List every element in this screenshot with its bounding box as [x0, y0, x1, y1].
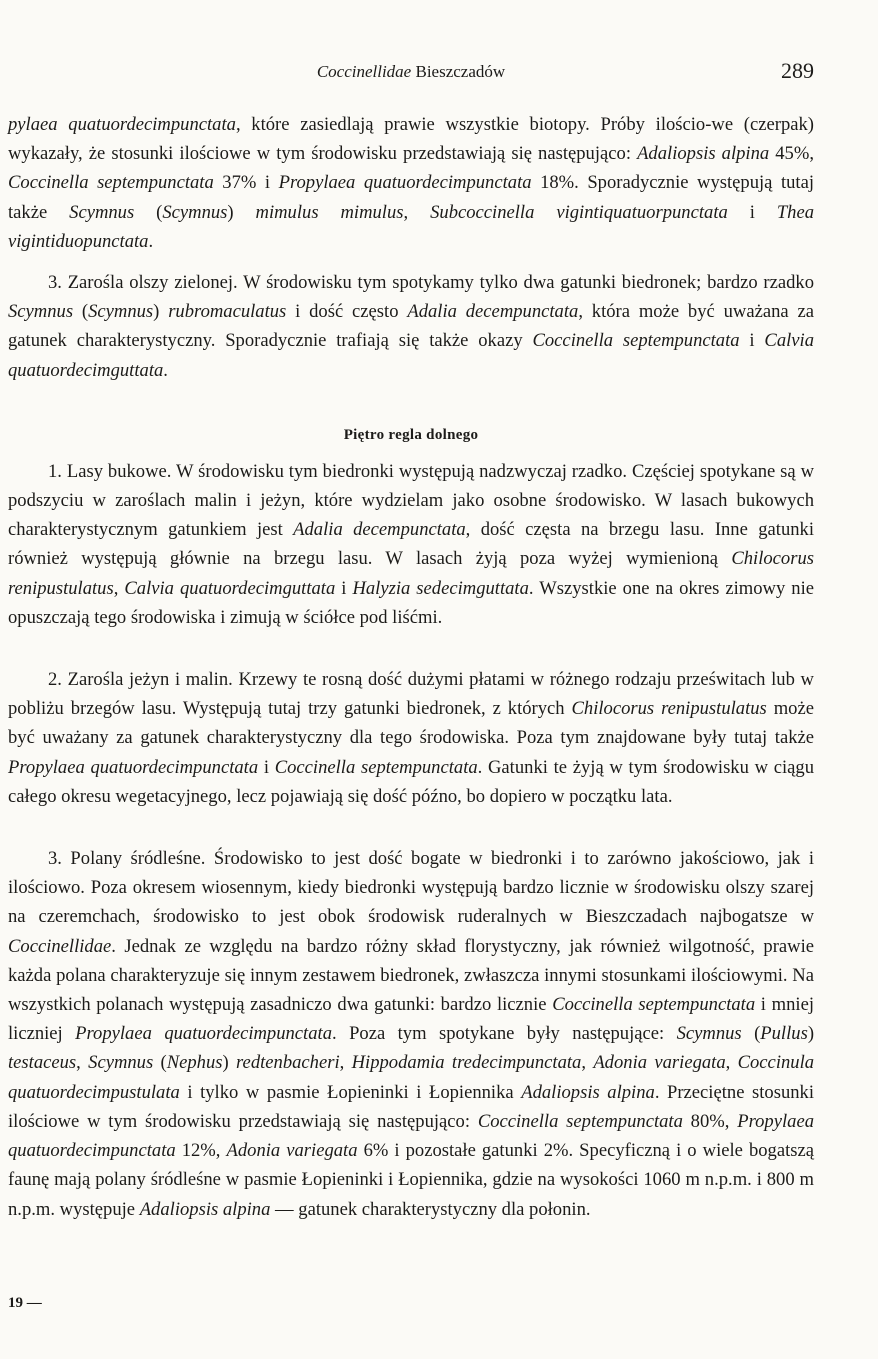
italic-taxon-name: Calvia quatuordecimguttata — [8, 330, 815, 381]
text-run: — gatunek charakterystyczny dla połonin. — [270, 1198, 591, 1220]
italic-taxon-name: Coccinella septempunctata — [477, 1110, 683, 1132]
italic-taxon-name: Scymnus — [88, 1052, 154, 1074]
text-run: 12%, — [175, 1140, 227, 1162]
text-run: i — [739, 330, 765, 352]
text-run: ( — [73, 301, 89, 323]
text-run: i — [258, 756, 275, 778]
italic-taxon-name: Propylaea quatuordecimpunctata — [278, 172, 532, 194]
paragraph-continued — [8, 110, 814, 256]
italic-taxon-name: Scymnus — [676, 1023, 742, 1045]
italic-taxon-name: Propylaea quatuordecimpunctata — [8, 1110, 814, 1162]
text-run: , która może być uważana za gatunek charakterystyczny. Sporadycznie trafiają się także okazy — [8, 301, 814, 352]
running-title-italic: Coccinellidae — [316, 62, 412, 81]
page-number: 289 — [781, 58, 814, 83]
italic-taxon-name: Scymnus — [8, 301, 74, 323]
text-run: , — [581, 1052, 594, 1074]
text-run: i dość często — [286, 301, 408, 323]
italic-taxon-name: Thea vigintiduopunctata — [8, 201, 814, 252]
italic-taxon-name: redtenbacheri — [236, 1052, 340, 1074]
italic-taxon-name: Nephus — [166, 1052, 223, 1074]
text-run: i — [335, 577, 353, 599]
italic-taxon-name: Calvia quatuordecimguttata — [124, 577, 336, 599]
italic-taxon-name: Coccinella septempunctata — [532, 330, 740, 352]
text-run: . Poza tym spotykane były następujące: — [332, 1023, 677, 1045]
italic-taxon-name: Coccinella septempunctata — [274, 756, 478, 778]
text-run: 2. Zarośla jeżyn i malin. Krzewy te rosną dość dużymi płatami w różnego rodzaju prześwitach lub w pobliżu brzegów lasu. Występują tutaj trzy gatunki biedronek, z których — [8, 669, 814, 720]
text-run: . Gatunki te żyją w tym środowisku w ciągu całego okresu wegetacyjnego, lecz pojawiają się dość późno, bo dopiero w początku lata. — [8, 756, 814, 807]
text-run: 37% i — [213, 172, 279, 194]
section-heading: Piętro regla dolnego — [343, 426, 479, 443]
text-run: . Przeciętne stosunki ilościowe w tym środowisku przedstawiają się następująco: — [8, 1081, 814, 1132]
running-title — [8, 62, 814, 82]
text-run: i mniej liczniej — [8, 994, 814, 1045]
text-run: może być uważany za gatunek charakterystyczny dla tego środowiska. Poza tym znajdowane były tutaj także — [8, 698, 814, 749]
italic-taxon-name: Adalia decempunctata — [407, 301, 579, 323]
italic-taxon-name: Propylaea quatuordecimpunctata — [75, 1023, 332, 1045]
italic-taxon-name: pylaea quatuordecimpunctata — [8, 114, 236, 135]
italic-taxon-name: testaceus — [8, 1052, 77, 1074]
italic-taxon-name: Subcoccinella vigintiquatuorpunctata — [430, 201, 728, 223]
text-run: , — [113, 577, 125, 599]
text-run: ) — [222, 1052, 237, 1074]
italic-taxon-name: Coccinella septempunctata — [8, 172, 214, 194]
italic-taxon-name: Adaliopsis alpina — [637, 143, 770, 165]
text-run: , dość częsta na brzegu lasu. Inne gatunki również występują głównie na brzegu lasu. W lasach żyją poza wyżej wymienioną — [8, 519, 815, 570]
text-run: . — [148, 230, 154, 252]
text-run: 80%, — [682, 1110, 738, 1132]
italic-taxon-name: Scymnus — [162, 201, 228, 223]
text-run: i tylko w pasmie Łopieninki i Łopiennika — [179, 1081, 522, 1103]
body-text — [8, 110, 814, 1224]
paragraph-green-alder-thickets — [8, 268, 814, 385]
italic-taxon-name: Coccinellidae — [8, 935, 112, 957]
italic-taxon-name: Chilocorus renipustulatus — [8, 548, 814, 599]
text-run: i — [727, 201, 777, 223]
text-run: ( — [741, 1023, 761, 1045]
italic-taxon-name: Coccinella septempunctata — [552, 994, 756, 1016]
text-run: , — [76, 1052, 89, 1074]
italic-taxon-name: Scymnus — [69, 201, 135, 223]
italic-taxon-name: Chilocorus renipustulatus — [571, 698, 767, 720]
text-run: ( — [153, 1052, 167, 1074]
text-run: 1. Lasy bukowe. W środowisku tym biedronki występują nadzwyczaj rzadko. Częściej spotykane są w podszyciu w zaroślach malin i jeżyn, które wydzielam jako osobne środowisko. W lasach bukowych charakterystycznym gatunkiem jest — [8, 460, 814, 541]
italic-taxon-name: Coccinula quatuordecimpustulata — [8, 1052, 815, 1103]
text-run: ) — [153, 301, 169, 323]
text-run: 3. Zarośla olszy zielonej. W środowisku tym spotykamy tylko dwa gatunki biedronek; bardzo rzadko — [48, 272, 814, 294]
italic-taxon-name: Halyzia sedecimguttata — [352, 577, 529, 599]
italic-taxon-name: Propylaea quatuordecimpunctata — [8, 756, 259, 778]
italic-taxon-name: mimulus mimulus — [255, 201, 404, 223]
paragraph-bramble-thickets — [8, 665, 814, 811]
italic-taxon-name: Adonia variegata — [593, 1052, 726, 1074]
text-run: 18%. Sporadycznie występują tutaj także — [8, 172, 814, 223]
text-run: , — [725, 1052, 738, 1074]
text-run: , — [339, 1052, 352, 1074]
text-run: 45%, — [769, 143, 814, 165]
text-run: ( — [134, 201, 163, 223]
text-run: 3. Polany śródleśne. Środowisko to jest dość bogate w biedronki i to zarówno jakościowo, jak i ilościowo. Poza okresem wiosennym, kiedy biedronki występują bardzo licznie w środowisku olszy szarej na czeremchach, środowisko to jest obok środowisk ruderalnych w Bieszczadach najbogatsze w — [8, 848, 814, 928]
text-run: ) — [227, 201, 256, 223]
italic-taxon-name: Adaliopsis alpina — [521, 1081, 655, 1103]
text-run: . Wszystkie one na okres zimowy nie opuszczają tego środowiska i zimują w ściółce pod liśćmi. — [8, 577, 815, 628]
italic-taxon-name: Pullus — [760, 1023, 808, 1045]
running-header — [8, 58, 814, 88]
running-title-rest: Bieszczadów — [411, 62, 506, 81]
italic-taxon-name: Adonia variegata — [226, 1140, 358, 1162]
text-run: 6% i pozostałe gatunki 2%. Specyficzną i o wiele bogatszą faunę mają polany śródleśne w pasmie Łopieninki i Łopiennika, gdzie na wysokości 1060 m n.p.m. i 800 m n.p.m. występuje — [8, 1140, 815, 1220]
italic-taxon-name: Adalia decempunctata — [293, 519, 466, 541]
text-run: , które zasiedlają prawie wszystkie biotopy. Próby ilościo-we (czerpak) wykazały, że stosunki ilościowe w tym środowisku przedstawiają się następująco: — [8, 114, 814, 165]
text-run: . — [163, 359, 168, 381]
paragraph-forest-glades — [8, 844, 814, 1224]
italic-taxon-name: Hippodamia tredecimpunctata — [351, 1052, 582, 1074]
italic-taxon-name: Scymnus — [88, 301, 154, 323]
printer-signature-mark: 19 — — [8, 1295, 42, 1311]
paragraph-beech-forests — [8, 457, 814, 632]
text-run: ) — [807, 1023, 815, 1045]
italic-taxon-name: Adaliopsis alpina — [139, 1198, 271, 1220]
italic-taxon-name: rubromaculatus — [168, 301, 287, 323]
text-run: . Jednak ze względu na bardzo różny skład florystyczny, jak również wilgotność, prawie każda polana charakteryzuje się innym zestawem biedronek, zwłaszcza innymi stosunkami ilościowymi. Na wszystkich polanach występują zasadniczo dwa gatunki: bardzo licznie — [8, 935, 814, 1016]
text-run: , — [403, 201, 431, 223]
